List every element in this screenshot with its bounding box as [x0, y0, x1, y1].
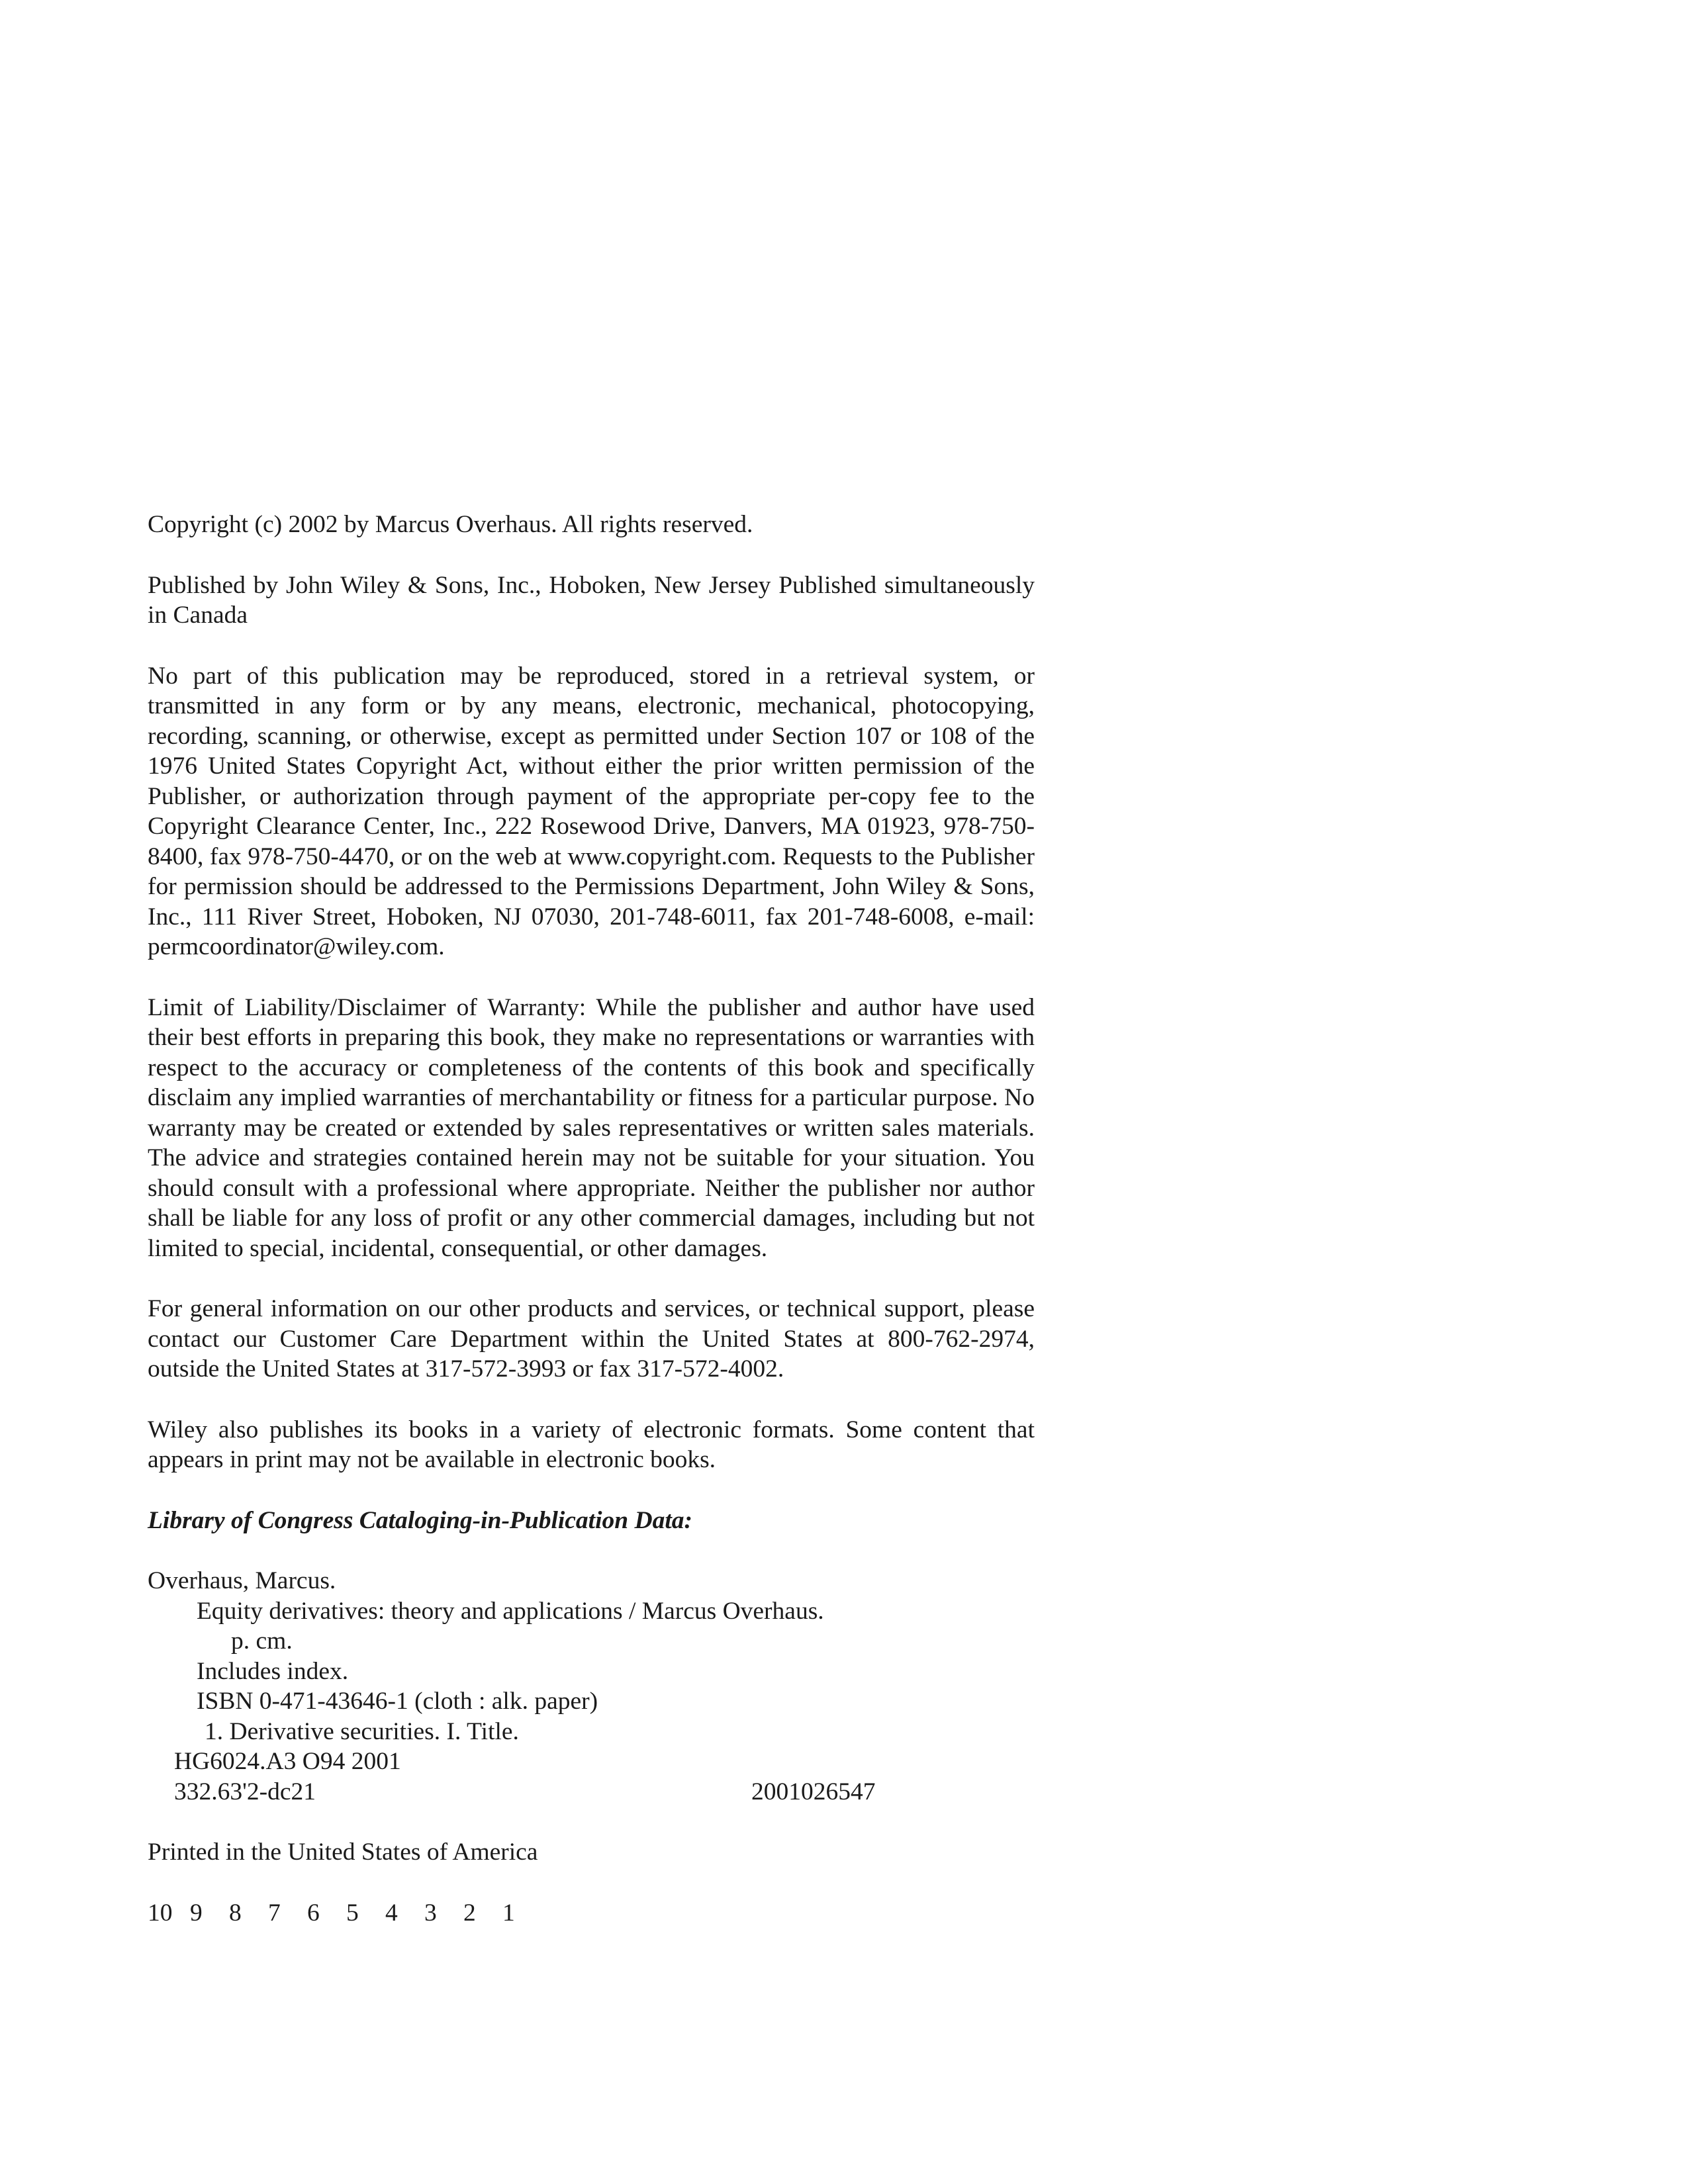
- cip-lccn: 2001026547: [751, 1778, 876, 1805]
- electronic-formats-note: Wiley also publishes its books in a variety of electronic formats. Some content that appears in print may not be available in electronic books.: [148, 1416, 1035, 1473]
- print-number: 10: [148, 1899, 173, 1927]
- cip-author: Overhaus, Marcus.: [148, 1567, 336, 1594]
- cip-dewey: 332.63'2-dc21: [174, 1778, 316, 1805]
- print-number: 2: [463, 1899, 476, 1927]
- print-number: 5: [346, 1899, 359, 1927]
- copyright-page: [148, 510, 1035, 1928]
- cip-index-note: Includes index.: [197, 1657, 349, 1685]
- publisher-notice: Published by John Wiley & Sons, Inc., Hoboken, New Jersey Published simultaneously in Canada: [148, 571, 1035, 629]
- print-number: 7: [268, 1899, 281, 1927]
- printed-in-notice: Printed in the United States of America: [148, 1839, 538, 1866]
- print-number: 1: [502, 1899, 515, 1927]
- print-number: 8: [229, 1899, 242, 1927]
- copyright-notice: Copyright (c) 2002 by Marcus Overhaus. All rights reserved.: [148, 511, 753, 538]
- print-number: 3: [424, 1899, 437, 1927]
- cip-lc-call-number: HG6024.A3 O94 2001: [174, 1748, 401, 1775]
- liability-disclaimer: Limit of Liability/Disclaimer of Warranty: While the publisher and author have used their best efforts in preparing this book, they make no representations or warranties with respect to the accuracy or completeness of the contents of this book and specifically disclaim any implied warranties of merchantability or fitness for a particular purpose. No warranty may be created or extended by sales representatives or written sales materials. The advice and strategies contained herein may not be suitable for your situation. You should consult with a professional where appropriate. Neither the publisher nor author shall be liable for any loss of profit or any other commercial damages, including but not limited to special, incidental, consequential, or other damages.: [148, 993, 1035, 1262]
- cip-classification-row: [148, 1777, 1035, 1807]
- cip-title: Equity derivatives: theory and applications / Marcus Overhaus.: [197, 1597, 824, 1625]
- print-number: 6: [307, 1899, 320, 1927]
- cip-isbn: ISBN 0-471-43646-1 (cloth : alk. paper): [197, 1688, 598, 1715]
- cip-pages: p. cm.: [231, 1627, 293, 1655]
- cip-subject: 1. Derivative securities. I. Title.: [205, 1717, 519, 1745]
- permissions-paragraph: No part of this publication may be reproduced, stored in a retrieval system, or transmitted in any form or by any means, electronic, mechanical, photocopying, recording, scanning, or otherwise, except as permitted under Section 107 or 108 of the 1976 United States Copyright Act, without either the prior written permission of the Publisher, or authorization through payment of the appropriate per-copy fee to the Copyright Clearance Center, Inc., 222 Rosewood Drive, Danvers, MA 01923, 978-750-8400, fax 978-750-4470, or on the web at www.copyright.com. Requests to the Publisher for permission should be addressed to the Permissions Department, John Wiley & Sons, Inc., 111 River Street, Hoboken, NJ 07030, 201-748-6011, fax 201-748-6008, e-mail: permcoordinator@wiley.com.: [148, 662, 1035, 960]
- print-number: 9: [190, 1899, 203, 1927]
- customer-support-info: For general information on our other products and services, or technical support, please contact our Customer Care Department within the United States at 800-762-2974, outside the United States at 317-572-3993 or fax 317-572-4002.: [148, 1295, 1035, 1383]
- print-number: 4: [385, 1899, 398, 1927]
- printing-number-line: [148, 1898, 1035, 1929]
- cip-heading: Library of Congress Cataloging-in-Publication Data:: [148, 1506, 692, 1534]
- cip-data-block: [148, 1566, 1035, 1807]
